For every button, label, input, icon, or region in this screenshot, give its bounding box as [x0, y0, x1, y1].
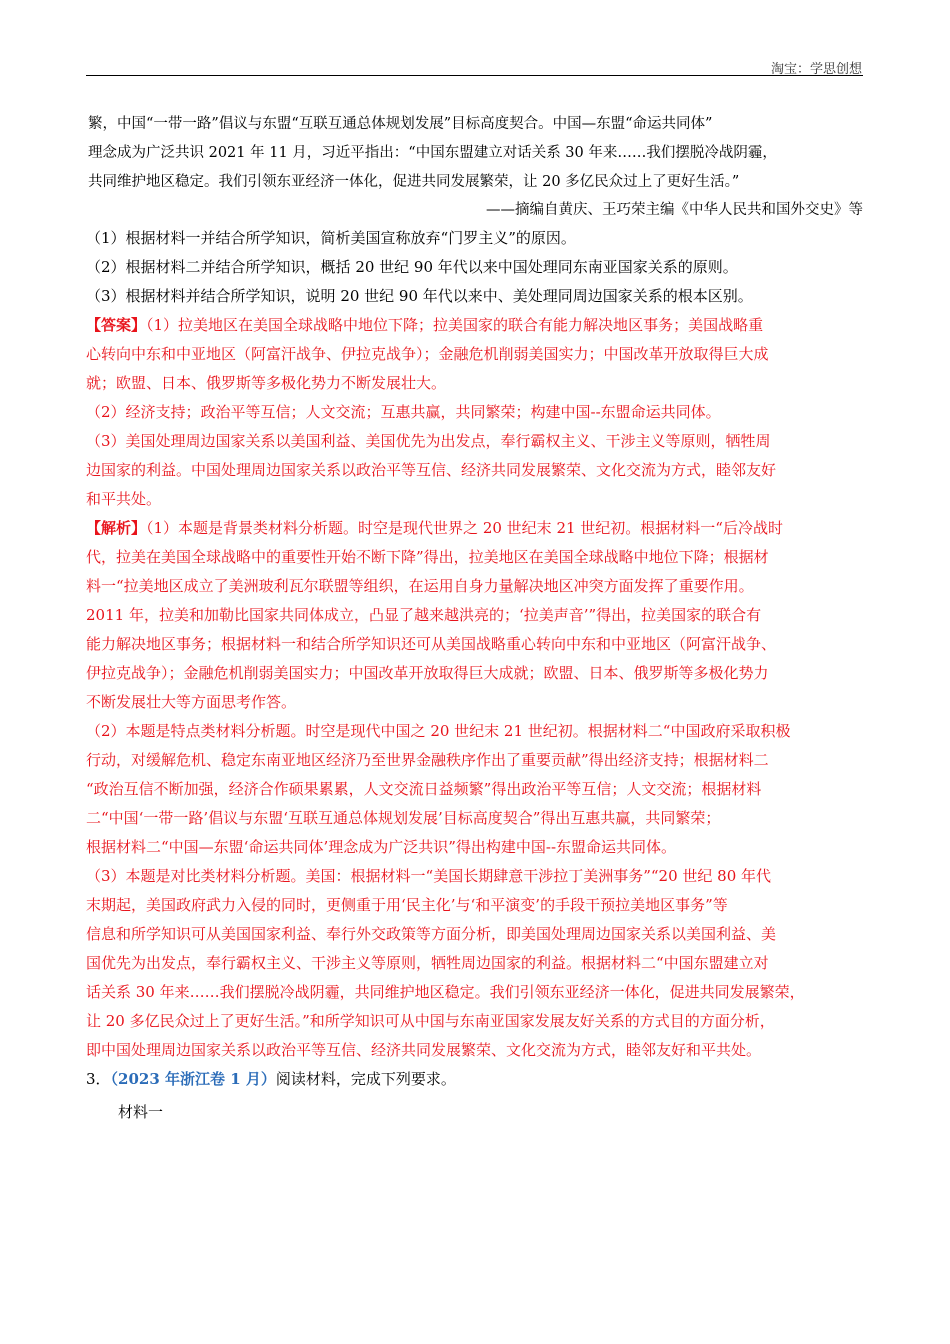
- analysis-line: 国优先为出发点，奉行霸权主义、干涉主义等原则，牺牲周边国家的利益。根据材料二“中国东盟建立对: [86, 954, 769, 972]
- analysis-line: 料一“拉美地区成立了美洲玻利瓦尔联盟等组织，在运用自身力量解决地区冲突方面发挥了重要作用。: [86, 577, 754, 595]
- analysis-line: 信息和所学知识可从美国国家利益、奉行外交政策等方面分析，即美国处理周边国家关系以美国利益、美: [86, 925, 777, 943]
- analysis-line: 话关系 30 年来……我们摆脱冷战阴霾，共同维护地区稳定。我们引领东亚经济一体化，促进共同发展繁荣，: [86, 983, 805, 1001]
- analysis-line: 代，拉美在美国全球战略中的重要性开始不断下降”得出，拉美地区在美国全球战略中地位下降；根据材: [86, 548, 769, 566]
- answer-line: 边国家的利益。中国处理周边国家关系以政治平等互信、经济共同发展繁荣、文化交流为方式，睦邻友好: [86, 461, 777, 479]
- question-instruction: 阅读材料，完成下列要求。: [275, 1070, 456, 1088]
- question-item: （2）根据材料二并结合所学知识，概括 20 世纪 90 年代以来中国处理同东南亚国家关系的原则。: [86, 258, 738, 276]
- analysis-line: 根据材料二“中国—东盟‘命运共同体’理念成为广泛共识”得出构建中国--东盟命运共同体。: [86, 838, 677, 856]
- analysis-line: 不断发展壮大等方面思考作答。: [86, 693, 297, 711]
- question-number: 3．: [86, 1070, 111, 1088]
- analysis-section: [86, 514, 863, 1065]
- analysis-line: 2011 年，拉美和加勒比国家共同体成立，凸显了越来越洪亮的；‘拉美声音’”得出，拉美国家的联合有: [86, 606, 762, 624]
- answer-line: （2）经济支持；政治平等互信；人文交流；互惠共赢，共同繁荣；构建中国--东盟命运共同体。: [86, 403, 721, 421]
- question-item: （1）根据材料一并结合所学知识，简析美国宣称放弃“门罗主义”的原因。: [86, 229, 576, 247]
- header-label: 淘宝：学思创想: [770, 62, 862, 77]
- quote-source: ——摘编自黄庆、王巧荣主编《中华人民共和国外交史》等: [486, 202, 863, 218]
- answer-tag: 【答案】: [86, 316, 147, 334]
- exam-source-tag: （2023 年浙江卷 1 月）: [110, 1070, 276, 1088]
- analysis-line: 让 20 多亿民众过上了更好生活。”和所学知识可从中国与东南亚国家发展友好关系的方式目的方面分析，: [86, 1012, 775, 1030]
- material-label: 材料一: [118, 1103, 164, 1121]
- analysis-line: 即中国处理周边国家关系以政治平等互信、经济共同发展繁荣、文化交流为方式，睦邻友好和平共处。: [86, 1041, 762, 1059]
- answer-line: 就；欧盟、日本、俄罗斯等多极化势力不断发展壮大。: [86, 374, 447, 392]
- analysis-line: 伊拉克战争）；金融危机削弱美国实力；中国改革开放取得巨大成就；欧盟、日本、俄罗斯等多极化势力: [86, 664, 769, 682]
- analysis-tag: 【解析】: [86, 519, 147, 537]
- analysis-line: 二“中国‘一带一路’倡议与东盟‘互联互通总体规划发展’目标高度契合”得出互惠共赢，共同繁荣；: [86, 809, 721, 827]
- analysis-line: 能力解决地区事务；根据材料一和结合所学知识还可从美国战略重心转向中东和中亚地区（阿富汗战争、: [86, 635, 777, 653]
- header-divider: [86, 75, 863, 76]
- analysis-line: “政治互信不断加强，经济合作硕果累累，人文交流日益频繁”得出政治平等互信；人文交流；根据材料: [86, 780, 762, 798]
- question-item: （3）根据材料并结合所学知识，说明 20 世纪 90 年代以来中、美处理同周边国家关系的根本区别。: [86, 287, 753, 305]
- quote-line: 繁，中国“一带一路”倡议与东盟“互联互通总体规划发展”目标高度契合。中国—东盟“命运共同体”: [88, 116, 713, 132]
- quote-line: 共同维护地区稳定。我们引领东亚经济一体化，促进共同发展繁荣，让 20 多亿民众过上了更好生活。”: [88, 174, 740, 190]
- question-3: [86, 1065, 863, 1127]
- answer-line: （1）拉美地区在美国全球战略中地位下降；拉美国家的联合有能力解决地区事务；美国战略重: [146, 316, 764, 334]
- answer-line: 和平共处。: [86, 490, 162, 508]
- answer-line: （3）美国处理周边国家关系以美国利益、美国优先为出发点，奉行霸权主义、干涉主义等原则，牺牲周: [86, 432, 771, 450]
- answer-line: 心转向中东和中亚地区（阿富汗战争、伊拉克战争）；金融危机削弱美国实力；中国改革开放取得巨大成: [86, 345, 769, 363]
- document-body: [86, 110, 863, 1127]
- analysis-line: （1）本题是背景类材料分析题。时空是现代世界之 20 世纪末 21 世纪初。根据材料一“后冷战时: [146, 519, 783, 537]
- analysis-line: （3）本题是对比类材料分析题。美国：根据材料一“美国长期肆意干涉拉丁美洲事务”“20 世纪 80 年代: [86, 867, 772, 885]
- question-list: [86, 224, 863, 311]
- material-quote: [86, 110, 863, 224]
- analysis-line: 末期起，美国政府武力入侵的同时，更侧重于用‘民主化’与‘和平演变’的手段干预拉美地区事务”等: [86, 896, 728, 914]
- analysis-line: （2）本题是特点类材料分析题。时空是现代中国之 20 世纪末 21 世纪初。根据材料二“中国政府采取积极: [86, 722, 791, 740]
- analysis-line: 行动，对缓解危机、稳定东南亚地区经济乃至世界金融秩序作出了重要贡献”得出经济支持；根据材料二: [86, 751, 769, 769]
- quote-line: 理念成为广泛共识 2021 年 11 月，习近平指出：“中国东盟建立对话关系 30 年来……我们摆脱冷战阴霾，: [88, 145, 777, 161]
- answer-section: [86, 311, 863, 514]
